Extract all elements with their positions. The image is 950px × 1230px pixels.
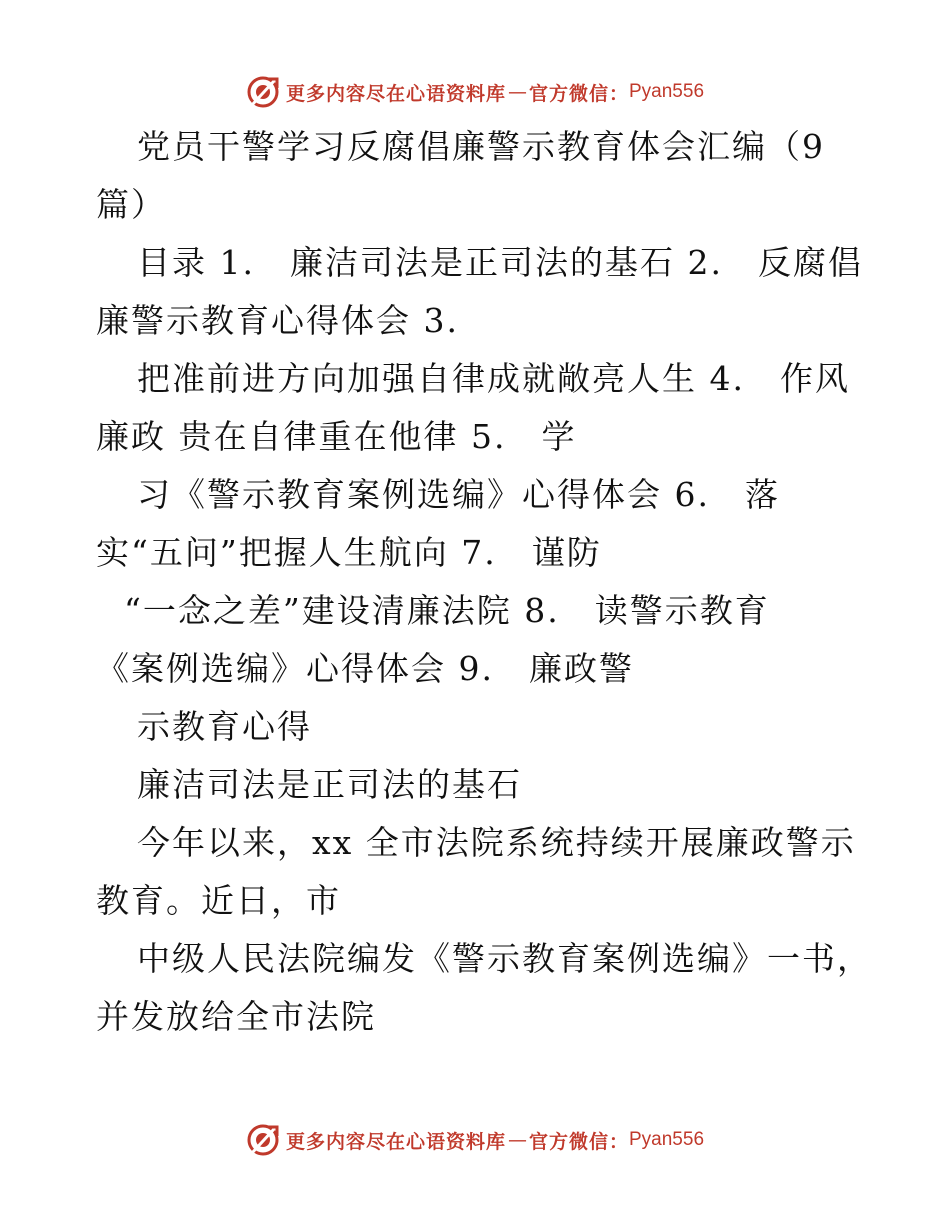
banner-separator: — <box>507 81 527 103</box>
toc-line-6: 实“五问”把握人生航向 7. 谨防 <box>96 533 602 572</box>
banner-wechat-id: Pyan556 <box>629 1129 705 1150</box>
toc-line-3: 把准前进方向加强自律成就敞亮人生 4. 作风 <box>137 359 850 398</box>
doc-title-line-2: 篇） <box>96 185 166 224</box>
header-banner <box>0 72 950 112</box>
pen-logo-icon <box>246 75 280 109</box>
banner-separator: — <box>507 1129 527 1151</box>
banner-slogan: 更多内容尽在心语资料库 <box>285 1130 506 1153</box>
banner-wechat-label: 官方微信： <box>528 1130 629 1153</box>
paragraph-line-1: 今年以来，xx 全市法院系统持续开展廉政警示 <box>137 823 856 862</box>
banner-slogan: 更多内容尽在心语资料库 <box>285 82 506 105</box>
pen-logo-icon <box>246 1123 280 1157</box>
toc-line-8: 《案例选编》心得体会 9. 廉政警 <box>96 649 634 688</box>
paragraph-line-2: 教育。近日，市 <box>96 881 341 920</box>
toc-line-7: “一念之差”建设清廉法院 8. 读警示教育 <box>124 591 770 630</box>
doc-title-line-1: 党员干警学习反腐倡廉警示教育体会汇编（9 <box>137 127 825 166</box>
paragraph-line-3: 中级人民法院编发《警示教育案例选编》一书， <box>137 939 872 978</box>
footer-banner <box>0 1120 950 1160</box>
banner-wechat-label: 官方微信： <box>528 82 629 105</box>
toc-line-2: 廉警示教育心得体会 3. <box>96 301 459 340</box>
section-heading: 廉洁司法是正司法的基石 <box>137 765 522 804</box>
toc-line-9: 示教育心得 <box>137 707 312 746</box>
toc-line-1: 目录 1. 廉洁司法是正司法的基石 2. 反腐倡 <box>137 243 863 282</box>
toc-line-5: 习《警示教育案例选编》心得体会 6. 落 <box>137 475 780 514</box>
paragraph-line-4: 并发放给全市法院 <box>96 997 376 1036</box>
banner-wechat-id: Pyan556 <box>629 81 705 102</box>
toc-line-4: 廉政 贵在自律重在他律 5. 学 <box>96 417 577 456</box>
